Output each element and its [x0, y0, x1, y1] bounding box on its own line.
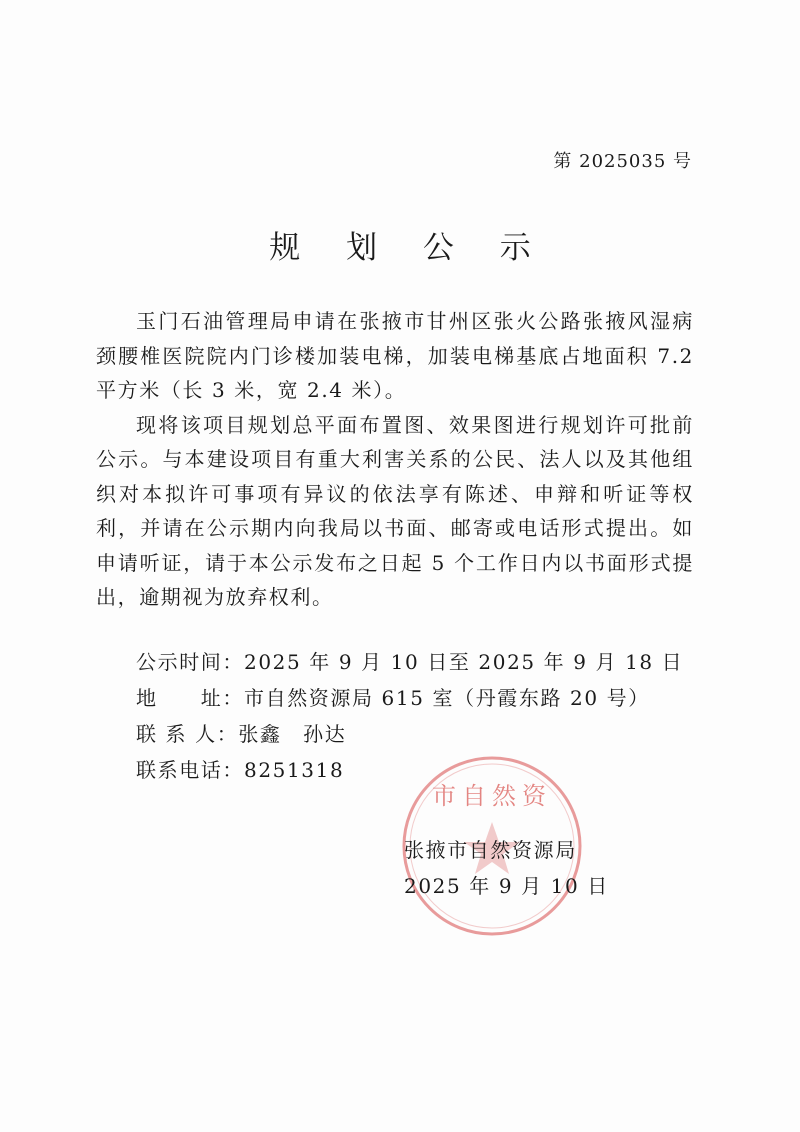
signature-org: 张掖市自然资源局 [404, 838, 577, 862]
info-value-contact: 张鑫 孙达 [238, 722, 347, 746]
info-row-contact [136, 716, 683, 752]
info-row-address [136, 680, 683, 716]
document-number: 第 2025035 号 [553, 151, 692, 172]
paragraph-application: 玉门石油管理局申请在张掖市甘州区张火公路张掖风湿病颈腰椎医院院内门诊楼加装电梯，加装电梯基底占地面积 7.2 平方米（长 3 米，宽 2.4 米）。 [96, 309, 694, 402]
info-label-contact: 联 系 人： [136, 722, 239, 746]
signature-date: 2025 年 9 月 10 日 [404, 874, 609, 898]
info-label-address: 地 址： [136, 686, 244, 710]
page-title: 规 划 公 示 [269, 230, 549, 266]
info-row-period [136, 644, 683, 680]
info-value-address: 市自然资源局 615 室（丹霞东路 20 号） [244, 686, 650, 710]
info-value-phone: 8251318 [244, 758, 345, 782]
info-label-period: 公示时间： [136, 650, 244, 674]
signature-block [404, 832, 609, 904]
info-label-phone: 联系电话： [136, 758, 244, 782]
info-value-period: 2025 年 9 月 10 日至 2025 年 9 月 18 日 [244, 650, 684, 674]
paragraph-announcement: 现将该项目规划总平面布置图、效果图进行规划许可批前公示。与本建设项目有重大利害关系的公民、法人以及其他组织对本拟许可事项有异议的依法享有陈述、申辩和听证等权利，并请在公示期内向我局以书面、邮寄或电话形式提出。如申请听证，请于本公示发布之日起 5 个工作日内以书面形式提出，逾期视为放弃权利。 [96, 412, 694, 609]
notice-body [96, 304, 694, 615]
seal-text: 市自然资 [432, 782, 552, 810]
